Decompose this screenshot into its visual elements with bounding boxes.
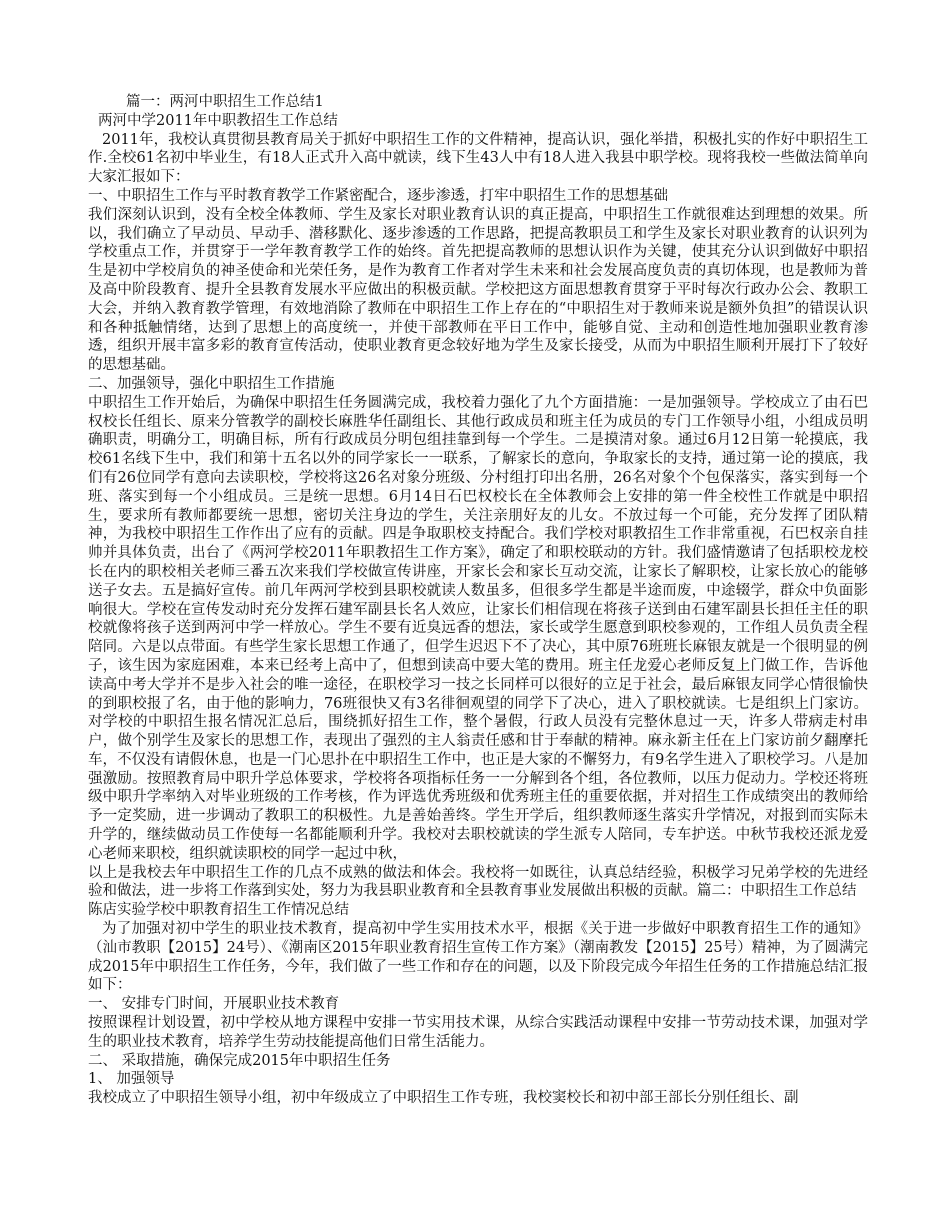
document-page: [88, 93, 868, 1108]
conclusion-paragraph: 以上是我校去年中职招生工作的几点不成熟的做法和体会。我校将一如既往，认真总结经验，积极学习兄弟学校的先进经验和做法，进一步将工作落到实处，努力为我县职业教育和全县教育事业发展做出积极的贡献。篇二：中职招生工作总结: [88, 864, 868, 900]
section-heading-1: 一、中职招生工作与平时教育教学工作紧密配合，逐步渗透，打牢中职招生工作的思想基础: [88, 187, 668, 204]
subsection-heading-1: 1、 加强领导: [88, 1071, 175, 1088]
report-title-1: 两河中学2011年中职教招生工作总结: [98, 112, 338, 129]
section-heading-3: 一、 安排专门时间，开展职业技术教育: [88, 996, 340, 1013]
body-paragraph-3: 按照课程计划设置，初中学校从地方课程中安排一节实用技术课，从综合实践活动课程中安排一节劳动技术课，加强对学生的职业技术教育，培养学生劳动技能提高他们日常生活能力。: [88, 1015, 868, 1050]
intro-paragraph-2: 为了加强对初中学生的职业技术教育，提高初中学生实用技术水平，根据《关于进一步做好中职教育招生工作的通知》（汕市教职【2015】24号）、《潮南区2015年职业教育招生宣传工作方案》（潮南教发【2015】25号）精神，为了圆满完成2015年中职招生工作任务，今年，我们做了一些工作和存在的问题，以及下阶段完成今年招生任务的工作措施总结汇报如下：: [88, 921, 868, 994]
section-heading-2: 二、加强领导，强化中职招生工作措施: [88, 375, 335, 392]
intro-paragraph: 2011年，我校认真贯彻县教育局关于抓好中职招生工作的文件精神，提高认识，强化举措，积极扎实的作好中职招生工作.全校61名初中毕业生，有18人正式升入高中就读，线下生43人中有18人进入我县中职学校。现将我校一些做法简单向大家汇报如下：: [88, 131, 868, 186]
section-heading-4: 二、 采取措施，确保完成2015年中职招生任务: [88, 1052, 391, 1069]
body-paragraph-1: 我们深刻认识到，没有全校全体教师、学生及家长对职业教育认识的真正提高，中职招生工作就很难达到理想的效果。所以，我们确立了早动员、早动手、潜移默化、逐步渗透的工作思路，把提高教职员工和学生及家长对职业教育的认识列为学校重点工作，并贯穿于一学年教育教学工作的始终。首先把提高教师的思想认识作为关键，使其充分认识到做好中职招生是初中学校肩负的神圣使命和光荣任务，是作为教育工作者对学生未来和社会发展高度负责的真切体现，也是教师为普及高中阶段教育、提升全县教育发展水平应做出的积极贡献。学校把这方面思想教育贯穿于平时每次行政办公会、教职工大会，并纳入教育教学管理，有效地消除了教师在中职招生工作上存在的“中职招生对于教师来说是额外负担”的错误认识和各种抵触情绪，达到了思想上的高度统一，并使干部教师在平日工作中，能够自觉、主动和创造性地加强职业教育渗透，组织开展丰富多彩的教育宣传活动，使职业教育更念较好地为学生及家长接受，从而为中职招生顺利开展打下了较好的思想基础。: [88, 206, 868, 374]
article-heading-1: 篇一：两河中职招生工作总结1: [126, 94, 324, 110]
body-paragraph-2: 中职招生工作开始后，为确保中职招生任务圆满完成，我校着力强化了九个方面措施：一是加强领导。学校成立了由石巴权校长任组长、原来分管教学的副校长麻胜华任副组长、其他行政成员和班主任为成员的专门工作领导小组，小组成员明确职责，明确分工，明确目标，所有行政成员分明包组挂靠到每一个学生。二是摸清对象。通过6月12日第一轮摸底，我校61名线下生中，我们和第十五名以外的同学家长一一联系，了解家长的意向，争取家长的支持，通过第一论的摸底，我们有26位同学有意向去读职校，学校将这26名对象分班级、分村组打印出名册，26名对象个个包保落实，落实到每一个班、落实到每一个小组成员。三是统一思想。6月14日石巴权校长在全体教师会上安排的第一件全校性工作就是中职招生，要求所有教师都要统一思想，密切关注身边的学生，关注亲朋好友的儿女。不放过每一个可能，充分发挥了团队精神，为我校中职招生工作作出了应有的贡献。四是争取职校支持配合。我们学校对职教招生工作非常重视，石巴权亲自挂帅并具体负责，出台了《两河学校2011年职教招生工作方案》，确定了和职校联动的方针。我们盛情邀请了包括职校龙校长在内的职校相关老师三番五次来我们学校做宣传讲座，开家长会和家长互动交流，让家长了解职校，让家长放心的能够送子女去。五是搞好宣传。前几年两河学校到县职校就读人数虽多，但很多学生都是半途而废，中途辍学，群众中负面影响很大。学校在宣传发动时充分发挥石建军副县长名人效应，让家长们相信现在将孩子送到由石建军副县长担任主任的职校就像将孩子送到两河中学一样放心。学生不要有近臭远香的想法，家长或学生愿意到职校参观的，工作组人员负责全程陪同。六是以点带面。有些学生家长思想工作通了，但学生迟迟下不了决心，其中原76班班长麻银友就是一个很明显的例子，该生因为家庭困难，本来已经考上高中了，但想到读高中要大笔的费用。班主任龙爱心老师反复上门做工作，告诉他读高中考大学并不是步入社会的唯一途径，在职校学习一技之长同样可以很好的立足于社会，最后麻银友同学心情很愉快的到职校报了名，由于他的影响力，76班很快又有3名徘徊观望的同学下了决心，进入了职校就读。七是组织上门家访。对学校的中职招生报名情况汇总后，围绕抓好招生工作，整个暑假，行政人员没有完整休息过一天，许多人带病走村串户，做个别学生及家长的思想工作，表现出了强烈的主人翁责任感和甘于奉献的精神。麻永新主任在上门家访前夕翻摩托车，不仅没有请假休息，也是一门心思扑在中职招生工作中，也正是大家的不懈努力，有9名学生进入了职校学习。八是加强激励。按照教育局中职升学总体要求，学校将各项指标任务一一分解到各个组，各位教师，以压力促动力。学校还将班级中职升学率纳入对毕业班级的工作考核，作为评选优秀班级和优秀班主任的重要依据，并对招生工作成绩突出的教师给予一定奖励，进一步调动了教职工的积极性。九是善始善终。学生开学后，组织教师逐生落实升学情况，对报到而实际未升学的，继续做动员工作使每一名都能顺利升学。我校对去职校就读的学生派专人陪同，专车护送。中秋节我校还派龙爱心老师来职校，组织就读职校的同学一起过中秋，: [88, 394, 868, 862]
body-paragraph-4: 我校成立了中职招生领导小组，初中年级成立了中职招生工作专班，我校窦校长和初中部王部长分别任组长、副: [88, 1090, 799, 1107]
report-title-2: 陈店实验学校中职教育招生工作情况总结: [88, 902, 349, 919]
